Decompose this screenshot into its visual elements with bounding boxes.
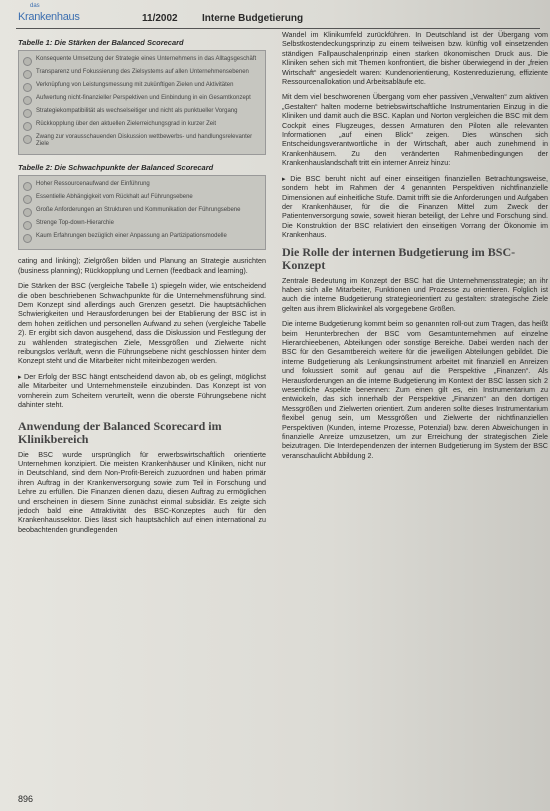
section-heading: Anwendung der Balanced Scorecard im Klinikbereich [18,418,222,446]
paragraph: Die Stärken der BSC (vergleiche Tabelle 1) spiegeln wider, wie entscheidend die oben beschriebenen Schwachpunkte für die Unternehmensführung sind. Dem Konzept sind allerdings auch Grenzen gesetzt. Die hauptsächlichen Schwierigkeiten und Herausforderungen bei der Etablierung der BSC ist in dem hohen zeitlichen und personellen Aufwand zu sehen (vergleiche Tabelle 2). Er ergibt sich davon ausgehend, dass die Diskussion und Festlegung der zu wählenden strategischen Ziele, Messgrößen und Zielwerte nicht reibungslos verläuft, wenn die Führungsebene nicht geschlossen hinter dem Konzept steht und die Mitarbeiter nicht miteinbezogen werden. [18,281,266,366]
bullet-icon [23,83,32,92]
table-list-item [23,134,261,148]
paragraph: ▸ Der Erfolg der BSC hängt entscheidend davon ab, ob es gelingt, möglichst alle Mitarbeiter und Unternehmensteile einzubinden. Das Konzept ist von vornherein zum Scheitern verurteilt, wenn die oberste Führungsebene nicht dahinter steht. [18,371,266,410]
paragraph: Die interne Budgetierung kommt beim so genannten roll-out zum Tragen, das heißt beim Herunterbrechen der BSC vom Gesamtunternehmen auf einzelne Hierarchieebenen, Abteilungen oder sonstige Bereiche. Dabei werden nach der BSC für den Gesamtbereich weitere für die jeweiligen Abteilungen gebildet. Die interne Budgetierung als Lenkungsinstrument arbeitet mit finanziell en Anreizen und fokussiert somit auf genau auf die Perspektive „Finanzen“. Als Herausforderungen an die interne Budgetierung im Kontext der BSC lassen sich 2 wesentliche Aspekte benennen: Zum einen gilt es, ein Instrumentarium zu entwickeln, das sich innerhalb der Perspektive „Finanzen“ an den dortigen Messgrößen und Zielwerten orientiert. Zum anderen sollte dieses Instrumentarium flexibel genug sein, um Messgrößen und Zielwerte der nichtfinanziellen Perspektiven (Kunden, interne Prozesse, Potenzial) bzw. deren Abweichungen in finanzielle Anreize umzusetzen, um zur Erreichung der strategischen Ziele beizutragen. Die Interdependenzen der internen Budgetierung im System der BSC veranschaulicht Abbildung 2. [282,319,548,460]
bullet-icon [23,208,32,217]
bullet-icon [23,109,32,118]
paragraph: ▸ Die BSC beruht nicht auf einer einseitigen finanziellen Betrachtungsweise, sondern hebt im Rahmen der 4 genannten Perspektiven nichtfinanzielle Dimensionen auf einheitliche Stufe. Damit trifft sie die Anforderungen und Aufgaben der Krankenhäuser, für die die Finanzen Mittel zum Zweck der Patientenversorgung sowie, soweit hieran beteiligt, der Lehre und Forschung sind. Die Konstruktion der BSC relativiert den einseitigen Vorrang der Ökonomie im Krankenhaus. [282,173,548,240]
table-list-item [23,220,261,230]
bullet-icon [23,234,32,243]
table2-box [18,175,266,250]
table-list-item [23,121,261,131]
page-header [16,3,540,29]
table-item-text: Verknüpfung von Leistungsmessung mit zukünftigen Zielen und Aktivitäten [36,82,234,88]
paragraph: Wandel im Klinikumfeld zurückführen. In Deutschland ist der Übergang vom Selbstkostendeckungsprinzip zu einem teilweisen bzw. künftig voll einsetzenden ständigen Fallpauschalenprinzip einen starken ökonomischen Druck aus. Die Kliniken sehen sich mit Themen konfrontiert, die bisher überwiegend in der „freien Wirtschaft“ angesiedelt waren: Kundenorientierung, Kostenreduzierung, effiziente Ressourcenallokation und Arbeitsabläufe etc. [282,30,548,87]
table1-title: Tabelle 1: Die Stärken der Balanced Scorecard [18,38,184,47]
table-item-text: Kaum Erfahrungen bezüglich einer Anpassung an Partizipationsmodelle [36,233,227,240]
table-item-text: Rückkopplung über den aktuellen Zielerreichungsgrad in kurzer Zeit [36,121,217,127]
bullet-icon [23,221,32,230]
right-column [282,30,548,466]
bullet-icon [23,195,32,204]
table-item-text: Strenge Top-down-Hierarchie [36,220,114,227]
table-list-item [23,181,261,191]
paragraph: cating and linking); Zielgrößen bilden und Planung an Strategie ausrichten (business planning); Rückkopplung und Lernen (feedback and learning). [18,256,266,275]
table-item-text: Strategiekompatibilität als wechselseitiger und nicht als punktueller Vorgang [36,108,238,114]
table2-title: Tabelle 2: Die Schwachpunkte der Balanced Scorecard [18,163,214,173]
table-list-item [23,108,261,118]
table-item-text: Hoher Ressourcenaufwand der Einführung [36,181,150,188]
table-list-item [23,69,261,79]
left-column [18,32,266,540]
bullet-icon [23,57,32,66]
issue-number: 11/2002 [142,13,178,24]
table-item-text: Aufwertung nicht-finanzieller Perspektiven und Einbindung in ein Gesamtkonzept [36,95,251,101]
page-number: 896 [18,794,34,804]
bullet-icon [23,182,32,191]
table-item-text: Konsequente Umsetzung der Strategie eines Unternehmens in das Alltagsgeschäft [36,56,257,62]
section-title: Interne Budgetierung [202,13,304,24]
bullet-icon [23,70,32,79]
table1-box [18,50,266,155]
logo-prefix: das [30,3,40,9]
table-list-item [23,194,261,204]
paragraph: Zentrale Bedeutung im Konzept der BSC hat die Unternehmensstrategie; an ihr haben sich alle Mitarbeiter, Funktionen und Prozesse zu orientieren. Folglich ist auch die interne Budgetierung strategieorientiert zu gestalten: strategische Ziele gelten aus ihrem Blickwinkel als vorgegebene Größen. [282,275,548,313]
table-item-text: Transparenz und Fokussierung des Zielsystems auf allen Unternehmensebenen [36,69,249,75]
table-list-item [23,233,261,243]
table-list-item [23,95,261,105]
journal-logo: Krankenhaus [18,11,80,23]
table-item-text: Essentielle Abhängigkeit vom Rückhalt auf Führungsebene [36,194,193,201]
bullet-icon [23,135,32,144]
paragraph: Die BSC wurde ursprünglich für erwerbswirtschaftlich orientierte Unternehmen konzipiert. Die meisten Krankenhäuser und Kliniken, nicht nur in Deutschland, sind dem Non-Profit-Bereich zuzuordnen und haben primär ihren Auftrag in der Krankenversorgung sowie zum Teil in Forschung und Lehre zu erfüllen. Die Finanzen dienen dazu, diesen Auftrag zu ermöglichen und erscheinen in diesem Sinne zunächst einmal subsidiär. Es zeigte sich jedoch bald eine Attraktivität des BSC-Konzeptes auch für den Krankenhaussektor. Dies lässt sich hauptsächlich auf einen international zu beobachtenden grundlegenden [18,449,266,534]
table-item-text: Zwang zur vorausschauenden Diskussion wettbewerbs- und handlungsrelevanter Ziele [36,134,253,148]
table-list-item [23,56,261,66]
bullet-icon [23,122,32,131]
paragraph: Mit dem viel beschworenen Übergang vom eher passiven „Verwalten“ zum aktiven „Gestalten“ halten moderne betriebswirtschaftliche Instrumentarien Einzug in die Kliniken und damit auch die BSC. Kaplan und Norton vergleichen die BSC mit dem Cockpit eines Flugzeuges, dessen Armaturen den Piloten alle relevanten Informationen „auf einen Blick“ zeigen. Dies wünschen sich Entscheidungsverantwortliche in der Wirtschaft, aber auch zunehmend in Krankenhäusern. Zu den veränderten Rahmenbedingungen der Krankenhauslandschaft tritt ein interner Anreiz hinzu: [282,92,548,168]
bullet-icon [23,96,32,105]
table-list-item [23,82,261,92]
section-heading: Die Rolle der internen Budgetierung im BSC-Konzept [282,244,516,272]
table-list-item [23,207,261,217]
table-item-text: Große Anforderungen an Strukturen und Kommunikation der Führungsebene [36,207,241,214]
